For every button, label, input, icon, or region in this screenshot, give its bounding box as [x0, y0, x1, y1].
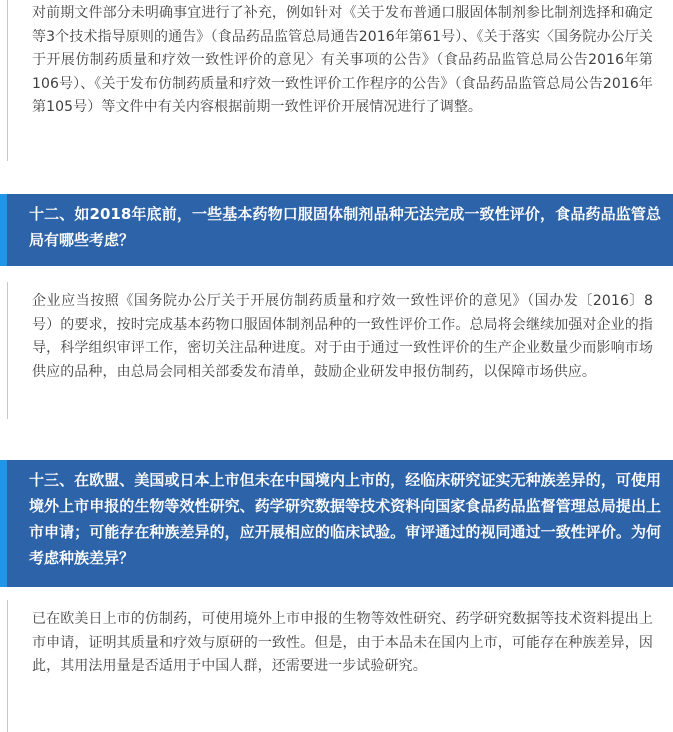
answer-text: 已在欧美日上市的仿制药，可使用境外上市申报的生物等效性研究、药学研究数据等技术资料提出上市申请，证明其质量和疗效与原研的一致性。但是，由于本品未在国内上市，可能存在种族差异，因此，其用法用量是否适用于中国人群，还需要进一步试验研究。 — [32, 611, 653, 674]
answer-block-13 — [7, 600, 667, 732]
question-text: 十三、在欧盟、美国或日本上市但未在中国境内上市的，经临床研究证实无种族差异的，可使用境外上市申报的生物等效性研究、药学研究数据等技术资料向国家食品药品监督管理总局提出上市申请；可能存在种族差异的，应开展相应的临床试验。审评通过的视同通过一致性评价。为何考虑种族差异？ — [29, 471, 661, 567]
answer-block-previous — [7, 0, 667, 161]
answer-text: 对前期文件部分未明确事宜进行了补充，例如针对《关于发布普通口服固体制剂参比制剂选择和确定等3个技术指导原则的通告》（食品药品监管总局通告2016年第61号）、《关于落实〈国务院办公厅关于开展仿制药质量和疗效一致性评价的意见〉有关事项的公告》（食品药品监管总局公告2016年第106号）、《关于发布仿制药质量和疗效一致性评价工作程序的公告》（食品药品监管总局公告2016年第105号）等文件中有关内容根据前期一致性评价开展情况进行了调整。 — [32, 5, 653, 115]
question-header-12 — [0, 194, 673, 266]
answer-text: 企业应当按照《国务院办公厅关于开展仿制药质量和疗效一致性评价的意见》（国办发〔2016〕8号）的要求，按时完成基本药物口服固体制剂品种的一致性评价工作。总局将会继续加强对企业的指导，科学组织审评工作，密切关注品种进度。对于由于通过一致性评价的生产企业数量少而影响市场供应的品种，由总局会同相关部委发布清单，鼓励企业研发申报仿制药，以保障市场供应。 — [32, 293, 653, 380]
answer-block-12 — [7, 282, 667, 419]
question-text: 十二、如2018年底前，一些基本药物口服固体制剂品种无法完成一致性评价，食品药品监管总局有哪些考虑？ — [29, 205, 661, 249]
question-header-13 — [0, 460, 673, 587]
